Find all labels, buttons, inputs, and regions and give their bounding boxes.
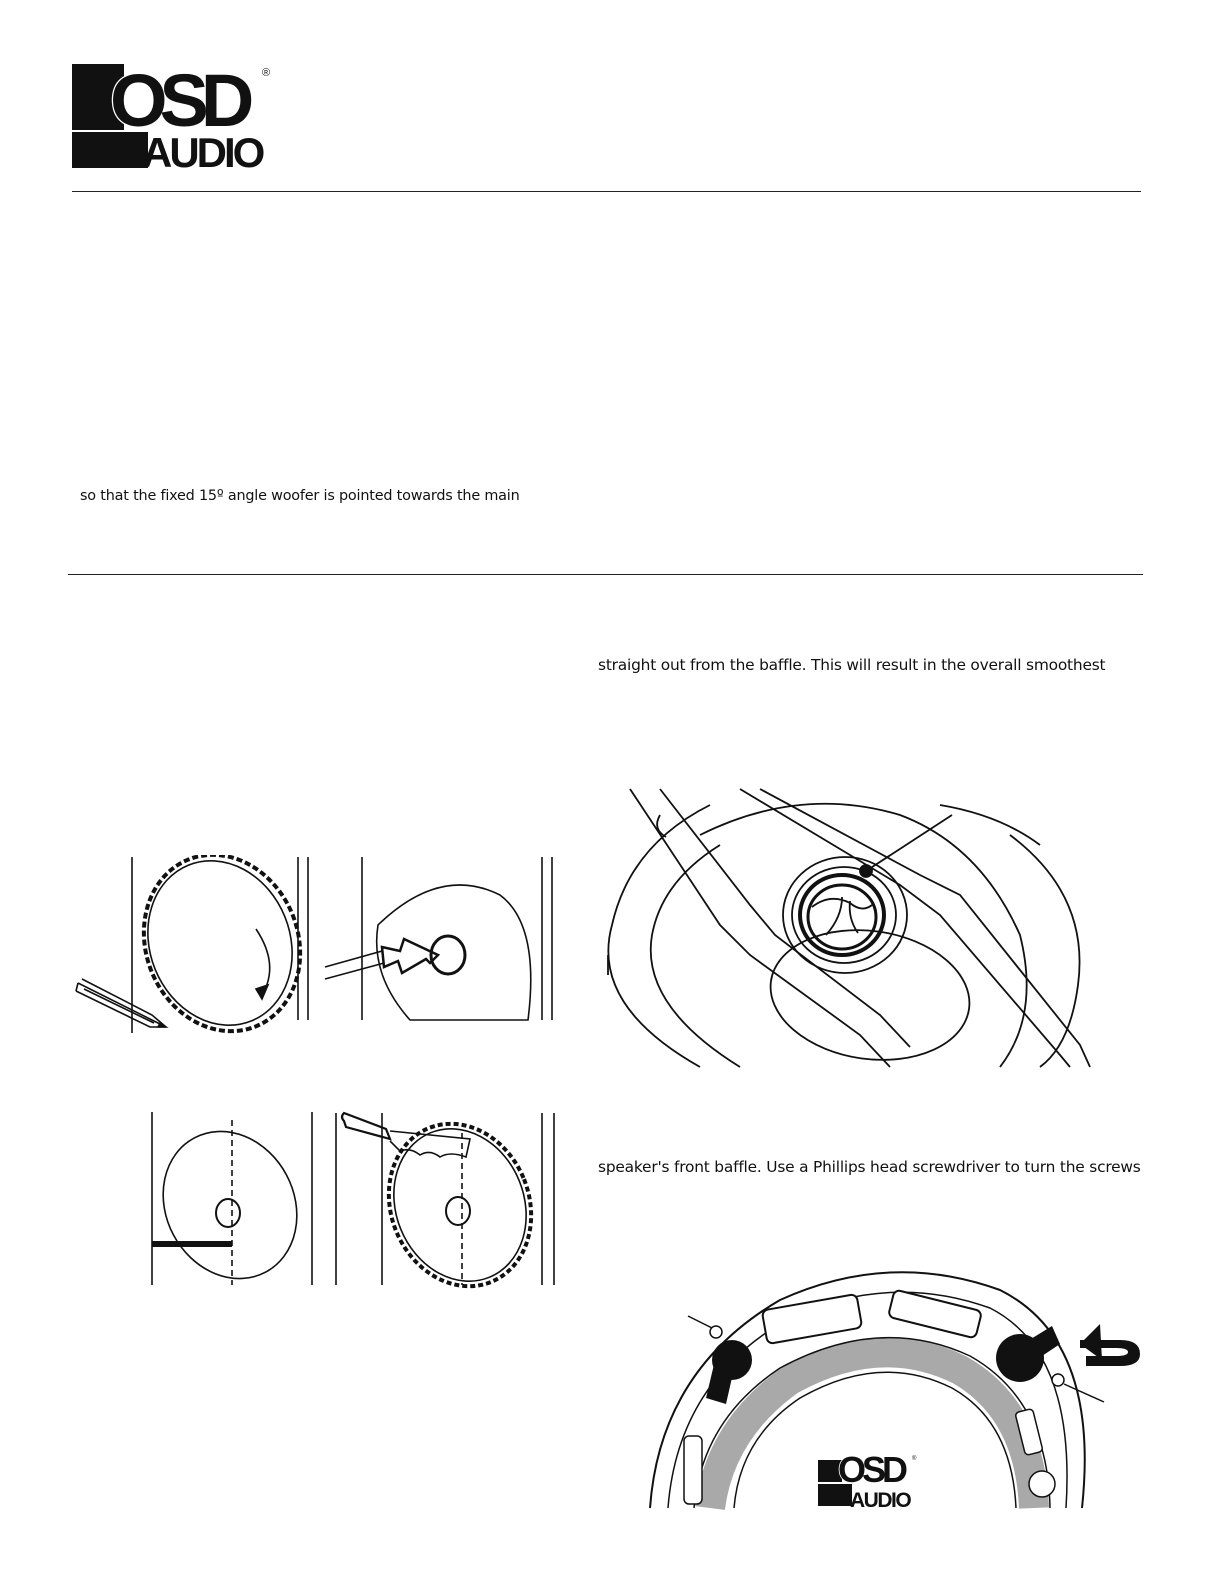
mounting-logo-top: OSD	[838, 1449, 905, 1490]
cutout-drill-figure	[320, 855, 560, 1025]
instruction-text-mounting: speaker's front baffle. Use a Phillips head screwdriver to turn the screws	[598, 1158, 1141, 1176]
logo-registered-mark: ®	[262, 67, 271, 79]
dog-ear-clamp-icon	[650, 1272, 1140, 1510]
mounting-logo-mark: ®	[912, 1456, 917, 1462]
spade-drill-icon	[325, 857, 552, 1020]
cutout-mark-figure	[140, 1110, 320, 1290]
mounting-figure	[640, 1260, 1150, 1510]
instruction-text-tweeter: straight out from the baffle. This will result in the overall smoothest	[598, 656, 1106, 674]
dashed-line-icon	[140, 1110, 320, 1290]
cutout-saw-figure	[330, 1105, 560, 1290]
tweeter-figure	[600, 785, 1100, 1075]
osd-audio-logo	[72, 64, 276, 170]
drywall-saw-icon	[336, 1105, 555, 1290]
tweeter-pivot-icon	[608, 789, 1090, 1072]
header-divider	[72, 191, 1141, 192]
instruction-text-woofer-angle: so that the fixed 15º angle woofer is pointed towards the main	[80, 488, 520, 504]
logo-brand-bottom: AUDIO	[142, 129, 263, 170]
pencil-trace-icon	[76, 855, 320, 1035]
cutout-trace-figure	[70, 855, 320, 1035]
section-divider	[68, 574, 1143, 575]
logo-brand-top: OSD	[110, 64, 247, 142]
mounting-logo-bottom: AUDIO	[850, 1489, 911, 1510]
